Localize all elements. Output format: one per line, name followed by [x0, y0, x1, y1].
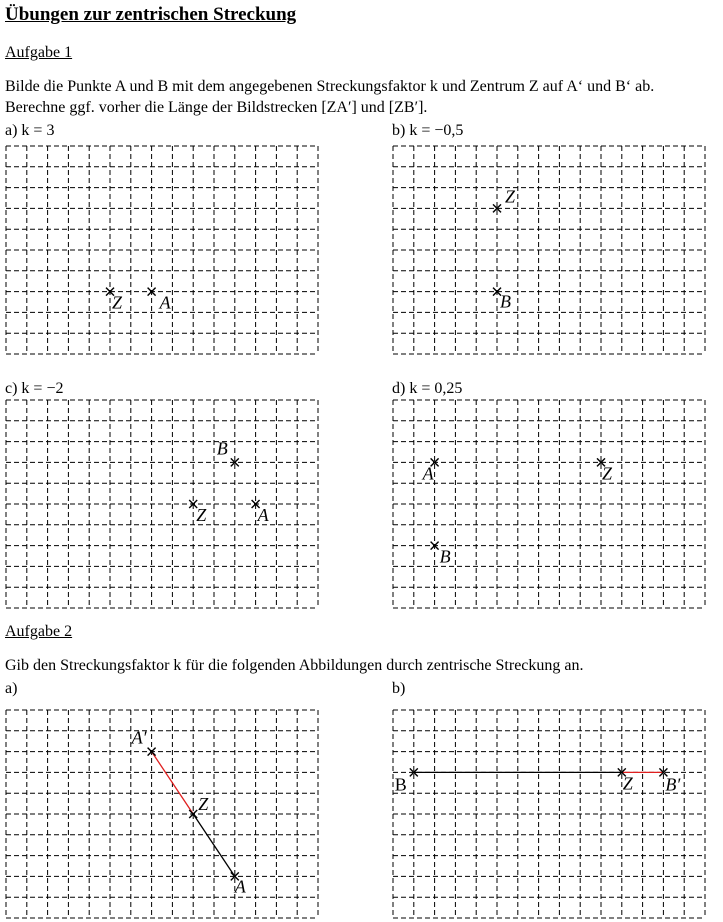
aufgabe1-instruction-line2: Berechne ggf. vorher die Länge der Bildstrecken [ZA′] und [ZB′]. [5, 99, 428, 116]
page-title: Übungen zur zentrischen Streckung [5, 4, 297, 25]
grid-lines [393, 400, 705, 608]
point-label: B [216, 438, 228, 459]
grid-lines [6, 146, 318, 354]
point-label: B′ [665, 774, 681, 795]
aufgabe1-d-label: d) k = 0,25 [392, 380, 463, 397]
point-label: B [394, 774, 407, 795]
grid-lines [393, 710, 705, 918]
point-label: Z [602, 463, 613, 484]
aufgabe1-c-label: c) k = −2 [5, 380, 64, 397]
grid-1b [392, 145, 715, 356]
grid-2b [392, 709, 715, 920]
aufgabe1-heading: Aufgabe 1 [5, 44, 73, 61]
point-label: Z [622, 773, 633, 794]
grid-lines [6, 710, 318, 918]
aufgabe1-a-label: a) k = 3 [5, 122, 55, 139]
grid-lines [393, 146, 705, 354]
aufgabe2-b-label: b) [392, 680, 406, 697]
aufgabe1-instruction-line1: Bilde die Punkte A und B mit dem angegebenen Streckungsfaktor k und Zentrum Z auf A‘ und B‘ ab. [5, 78, 655, 95]
aufgabe2-instruction: Gib den Streckungsfaktor k für die folgenden Abbildungen durch zentrische Streckung an. [5, 657, 584, 674]
grid-2a [5, 709, 320, 920]
point-label: B [500, 291, 511, 312]
aufgabe2-a-label: a) [5, 680, 18, 697]
aufgabe1-b-label: b) k = −0,5 [392, 122, 464, 139]
point-label: A [422, 463, 434, 484]
point-label: Z [198, 794, 209, 814]
point-label: Z [196, 505, 207, 525]
grid-1a [5, 145, 320, 356]
point-label: B [439, 546, 451, 567]
grid-1d [392, 399, 715, 610]
grid-1c [5, 399, 320, 610]
grid-lines [6, 400, 318, 608]
aufgabe2-heading: Aufgabe 2 [5, 623, 73, 640]
point-label: Z [112, 292, 123, 313]
point-label: Z [505, 186, 516, 207]
point-label: A [257, 505, 269, 525]
point-label: A [159, 292, 171, 313]
point-label: A [234, 876, 246, 897]
point-label: A′ [131, 727, 147, 748]
